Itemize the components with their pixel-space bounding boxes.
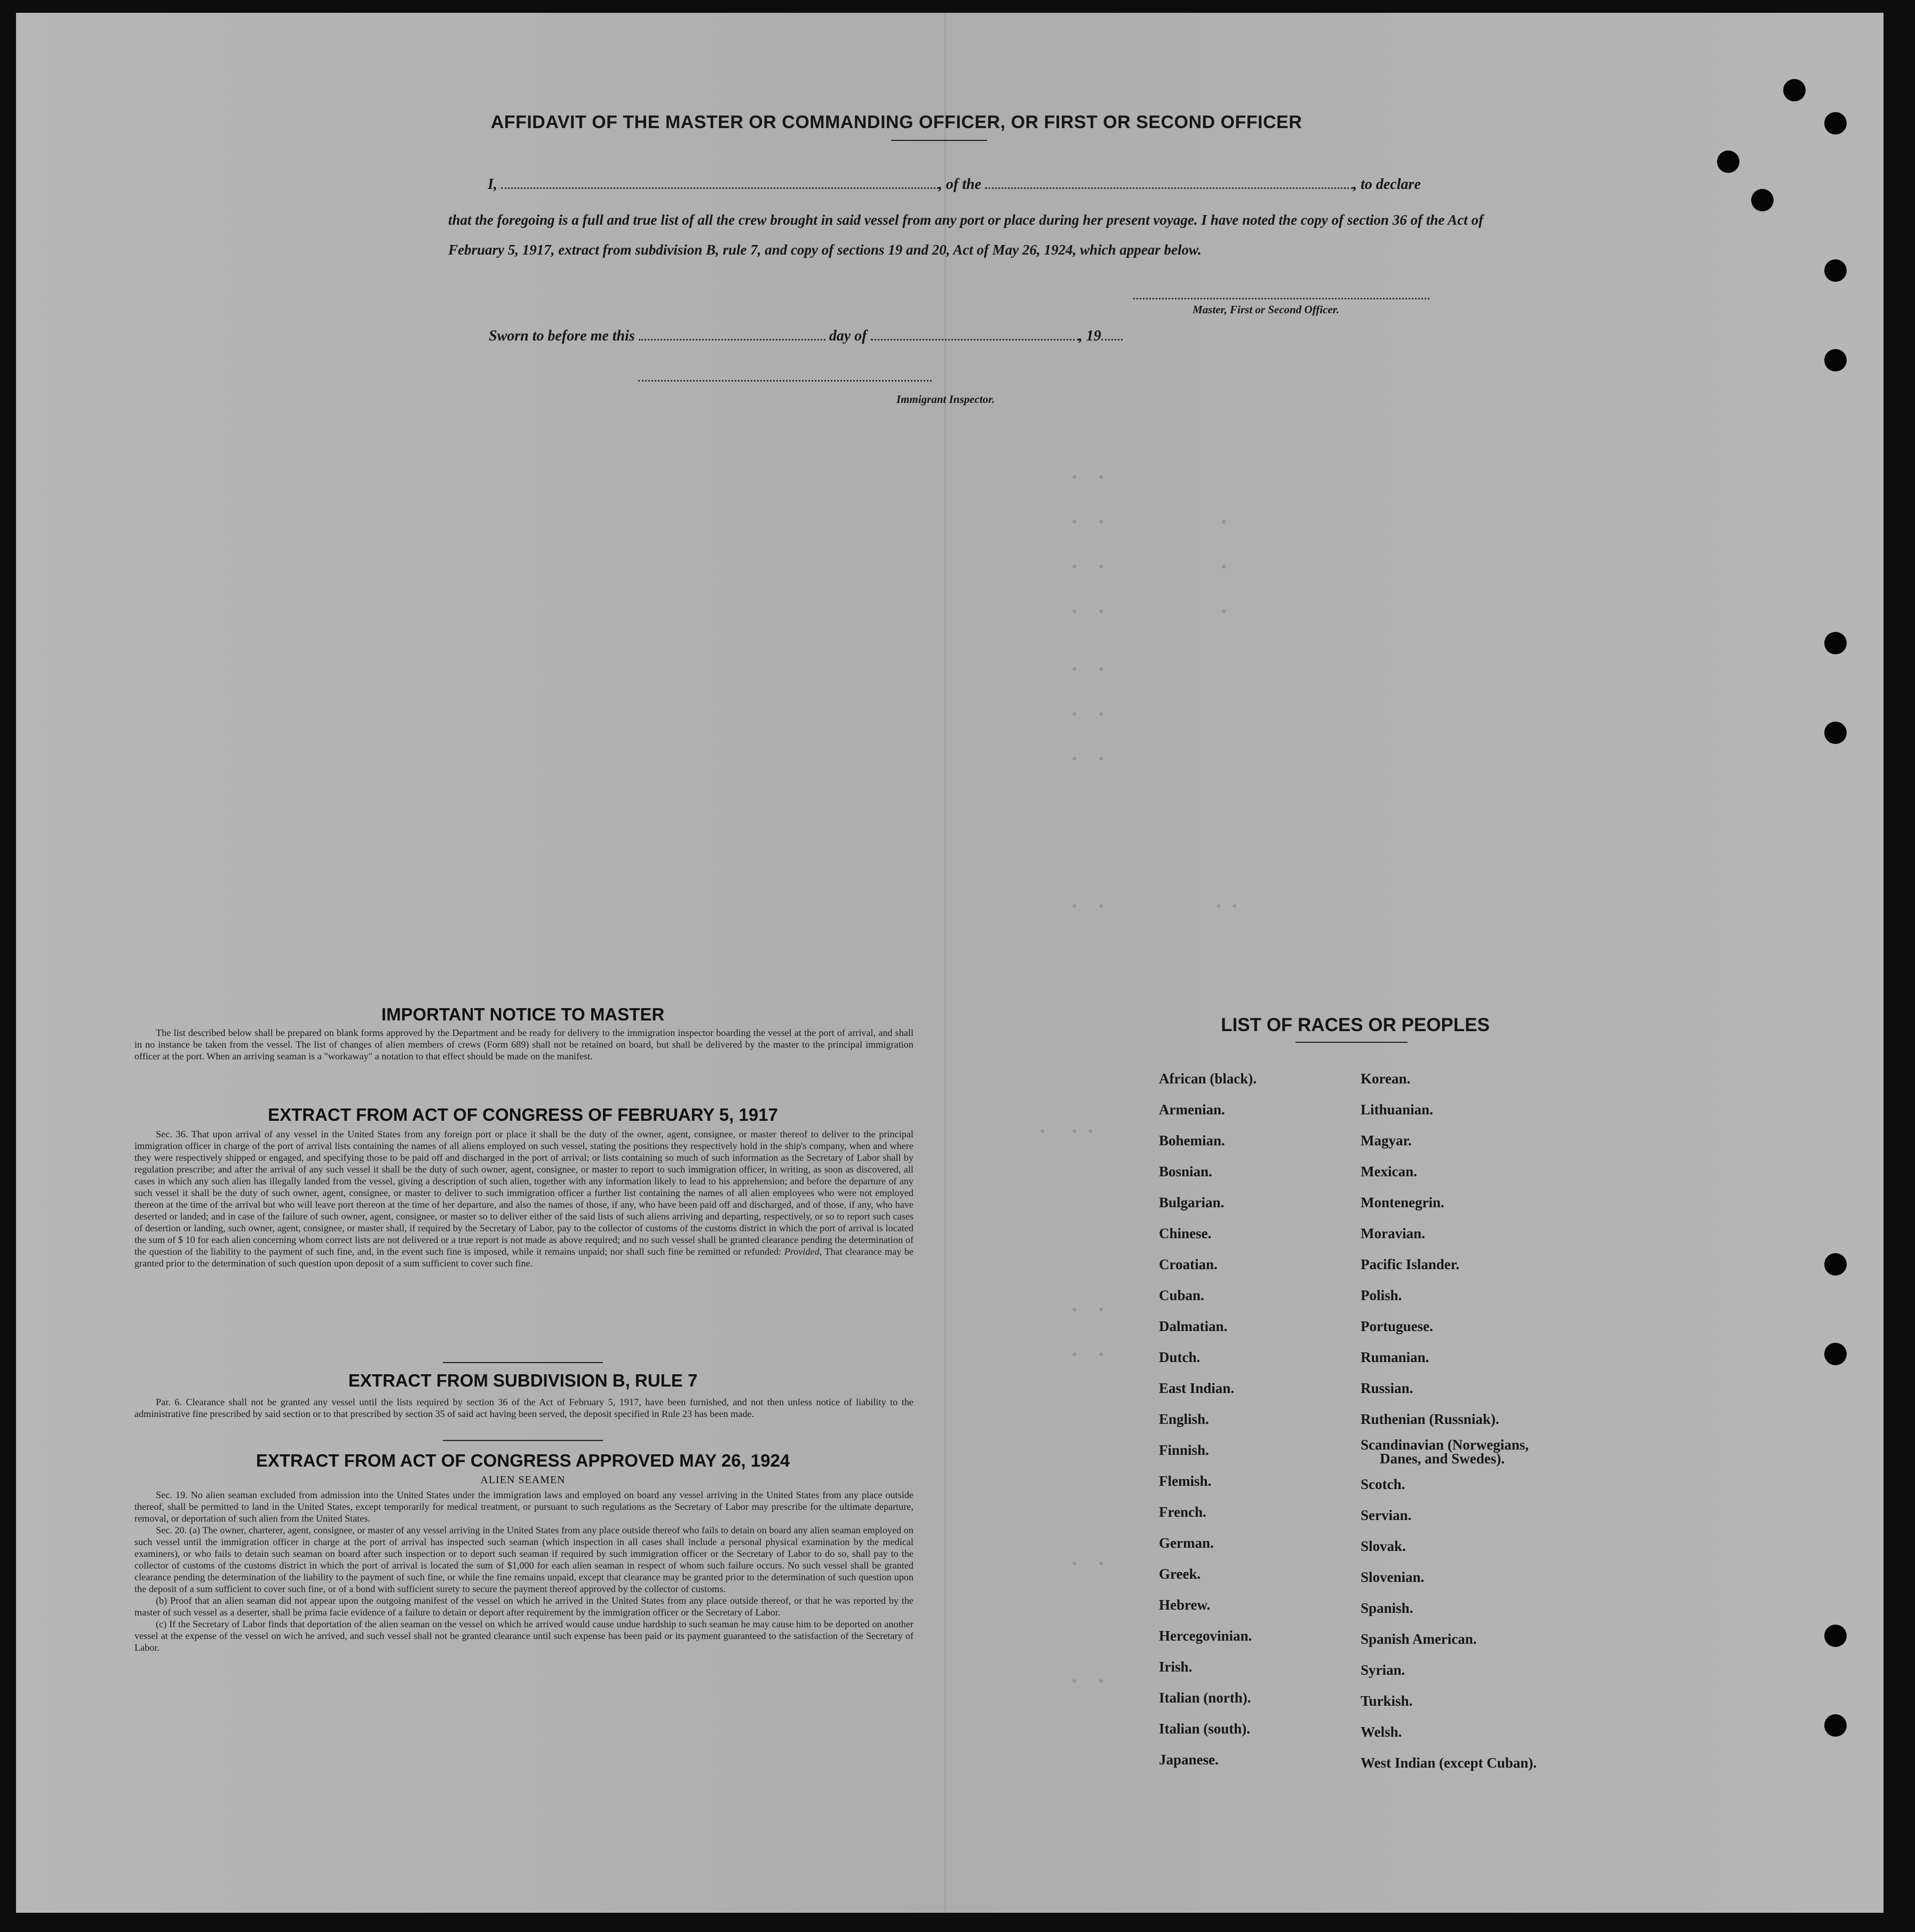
punch-hole [1751,189,1774,211]
affidavit-title: AFFIDAVIT OF THE MASTER OR COMMANDING OFFICER, OR FIRST OR SECOND OFFICER [490,112,1302,132]
divider-rule [443,1362,603,1363]
punch-hole [1824,259,1847,282]
race-item: African (black). [1159,1071,1257,1087]
inspector-signature-line [638,380,932,382]
bleed-through-mark [1099,757,1103,761]
bleed-through-mark [1072,1679,1076,1683]
race-item: Dalmatian. [1159,1318,1228,1334]
extract-1924-sec20c: (c) If the Secretary of Labor finds that deportation of the alien seaman on the vessel on which he arrived would cause undue hardship to such seaman he may cause him to be deported on another vessel at the expense of the vessel on wich he arrived, and such vessel shall not be granted clearance until such expense has been paid or its payment guaranteed to the satisfaction of the Secretary of Labor. [134,1619,913,1653]
race-item: English. [1159,1411,1209,1427]
bleed-through-mark [1088,1129,1092,1133]
bleed-through-mark [1099,520,1103,524]
race-item: Moravian. [1361,1225,1425,1241]
bleed-through-mark [1099,1352,1103,1356]
race-item: East Indian. [1159,1380,1235,1396]
punch-hole [1783,79,1806,101]
race-item-line: Danes, and Swedes). [1380,1451,1505,1467]
extract-1924-subtitle: ALIEN SEAMEN [480,1474,566,1486]
race-item: Welsh. [1361,1724,1402,1740]
bleed-through-mark [1099,904,1103,908]
extract-rule7-title: EXTRACT FROM SUBDIVISION B, RULE 7 [348,1371,698,1390]
extract-1917-body [134,1128,913,1269]
affidavit-body: that the foregoing is a full and true list of all the crew brought in said vessel from any port or place during her present voyage. I have noted the copy of section 36 of the Act of February 5, 1917, extract from subdivision B, rule 7, and copy of sections 19 and 20, Act of May 26, 1924, which appear below. [448,212,1483,258]
extract-1924-sec20b: (b) Proof that an alien seaman did not appear upon the outgoing manifest of the vessel on which he arrived in the United States from any place outside thereof, or that he was reported by the master of such vessel as a deserter, shall be prima facie evidence of a failure to detain or deport after requirement by the immigration officer or the Secretary of Labor. [134,1595,913,1618]
race-item: Mexican. [1361,1163,1417,1179]
sworn-day-of-label: day of [829,328,867,344]
race-item: Irish. [1159,1659,1193,1675]
master-signature-caption: Master, First or Second Officer. [1193,303,1339,316]
races-title-rule [1296,1042,1408,1043]
bleed-through-mark [1099,712,1103,716]
race-item: Montenegrin. [1361,1194,1444,1210]
race-item: Magyar. [1361,1133,1412,1149]
notice-body [134,1027,913,1062]
sworn-year-label: , 19 [1078,328,1101,344]
race-item: Bohemian. [1159,1133,1225,1149]
race-item: Bosnian. [1159,1163,1212,1179]
race-item-line: Scandinavian (Norwegians, [1361,1437,1529,1453]
race-item: Hercegovinian. [1159,1628,1252,1644]
race-item [1361,1435,1537,1469]
race-item: West Indian (except Cuban). [1361,1755,1537,1771]
divider-rule [443,1440,603,1441]
race-item: Lithuanian. [1361,1102,1433,1118]
race-item: Korean. [1361,1071,1411,1087]
extract-1917-paragraph [134,1128,913,1269]
extract-1924-sec20a: Sec. 20. (a) The owner, charterer, agent, consignee, or master of any vessel arriving in the United States from any place outside thereof who fails to detain on board any alien seaman employed on such vessel until the immigration officer in charge at the port of arrival has inspected such seaman (which inspection in all cases shall include a personal physical examination by the medical examiners), or who fails to detain such seaman on board after such inspection or to deport such seaman if required by such immigration officer or the Secretary of Labor to do so, shall pay to the collector of customs of the customs district in which the port of arrival is located the sum of $1,000 for each alien seaman in respect of whom such failure occurs. No such vessel shall be granted clearance pending the determination of the liability to the payment of such fine, or while the fine remains unpaid, except that clearance may be granted prior to the determination of such question upon the deposit of a sum sufficient to cover such fine, or of a bond with sufficient surety to secure the payment thereof approved by the collector of customs. [134,1525,913,1594]
extract-1917-text: Sec. 36. That upon arrival of any vessel in the United States from any foreign port or place it shall be the duty of the owner, agent, consignee, or master thereof to deliver to the principal immigration officer in charge of the port of arrival lists containing the names of all aliens employed on such vessel, stating the positions they respectively hold in the ship's company, when and where they were respectively shipped or engaged, and specifying those to be paid off and discharged in the port of arrival; or lists containing so much of such information as the Secretary of Labor shall by regulation prescribe; and after the arrival of any such vessel it shall be the duty of such owner, agent, consignee, or master to report to such immigration officer, in writing, as soon as discovered, all cases in which any such alien has illegally landed from the vessel, giving a description of such alien, together with any information likely to lead to his apprehension; and before the departure of any such vessel it shall be the duty of such owner, agent, consignee, or master to deliver to such immigration officer a further list containing the names of all alien employees who were not employed thereon at the time of the arrival but who will leave port thereon at the time of her departure, and also the names of those, if any, who have been paid off and discharged, and of those, if any, who have deserted or landed; and in case of the failure of such owner, agent, consignee, or master so to deliver either of the said lists of such aliens arriving and departing, respectively, or so to report such cases of desertion or landing, such owner, agent, consignee, or master shall, if required by the Secretary of Labor, pay to the collector of customs of the customs district in which the port of arrival is located the sum of $ 10 for each alien concerning whom correct lists are not delivered or a true report is not made as above required; and no such vessel shall be granted clearance pending the determination of the question of the liability to the payment of such fine, and, in the event such fine is imposed, while it remains unpaid; nor shall such fine be remitted or refunded: [134,1129,913,1257]
bleed-through-mark [1072,712,1076,716]
race-item: Greek. [1159,1566,1201,1582]
bleed-through-mark [1099,1562,1103,1565]
bleed-through-mark [1072,1562,1076,1565]
fold-crease [944,13,946,1913]
extract-1924-body [134,1489,913,1653]
race-item: Russian. [1361,1380,1413,1396]
affidavit-of-the-label: , of the [938,176,982,193]
declarant-name-blank[interactable] [501,178,939,189]
affidavit-title-rule [891,140,987,141]
punch-hole [1824,722,1847,744]
document-sheet [16,13,1884,1913]
punch-hole [1824,349,1847,371]
punch-hole [1824,112,1847,134]
bleed-through-mark [1072,520,1076,524]
race-item: Japanese. [1159,1752,1219,1768]
race-item: Pacific Islander. [1361,1256,1459,1272]
extract-1917-title: EXTRACT FROM ACT OF CONGRESS OF FEBRUARY 5, 1917 [268,1105,778,1125]
race-item: Dutch. [1159,1349,1201,1365]
affidavit-declarant-line [488,176,1421,193]
punch-hole [1824,1343,1847,1365]
bleed-through-mark [1099,565,1103,568]
extract-rule7-paragraph: Par. 6. Clearance shall not be granted any vessel until the lists required by section 36 of the Act of February 5, 1917, have been furnished, and not then unless notice of liability to the administrative fine prescribed by said section or to that prescribed by section 35 of said act having been served, the deposit specified in Rule 23 has been made. [134,1397,913,1419]
race-item: Spanish American. [1361,1631,1477,1647]
bleed-through-mark [1072,565,1076,568]
race-item: Rumanian. [1361,1349,1429,1365]
race-item: Hebrew. [1159,1597,1211,1613]
extract-1924-title: EXTRACT FROM ACT OF CONGRESS APPROVED MAY 26, 1924 [256,1451,790,1470]
race-item: Cuban. [1159,1287,1204,1303]
affidavit-i-label: I, [488,176,497,193]
extract-rule7-body [134,1396,913,1420]
bleed-through-mark [1222,520,1226,524]
inspector-signature-caption: Immigrant Inspector. [896,393,995,406]
race-item: Turkish. [1361,1693,1413,1709]
bleed-through-mark [1072,904,1076,908]
punch-hole [1824,1253,1847,1276]
races-right-column [1361,1063,1537,1778]
race-item: Ruthenian (Russniak). [1361,1411,1499,1427]
race-item: French. [1159,1504,1206,1520]
bleed-through-mark [1072,609,1076,613]
race-item: Spanish. [1361,1600,1413,1616]
punch-hole [1824,1714,1847,1737]
race-item: Servian. [1361,1507,1412,1523]
punch-hole [1824,632,1847,654]
bleed-through-mark [1099,609,1103,613]
bleed-through-mark [1099,475,1103,479]
bleed-through-mark [1072,757,1076,761]
sworn-line [489,328,1123,345]
master-signature-line [1133,298,1429,299]
race-item: Scotch. [1361,1476,1405,1492]
race-item: Portuguese. [1361,1318,1433,1334]
race-item: Croatian. [1159,1256,1218,1272]
races-title: LIST OF RACES OR PEOPLES [1221,1015,1490,1035]
race-item: Polish. [1361,1287,1402,1303]
bleed-through-mark [1072,1129,1076,1133]
race-item: German. [1159,1535,1214,1551]
punch-hole [1717,151,1739,173]
bleed-through-mark [1222,565,1226,568]
bleed-through-mark [1099,667,1103,671]
sworn-month-blank[interactable] [871,329,1079,341]
affidavit-to-declare-label: , to declare [1353,176,1421,193]
bleed-through-mark [1072,1308,1076,1311]
notice-paragraph: The list described below shall be prepared on blank forms approved by the Department and be ready for delivery to the immigration inspector boarding the vessel at the port of arrival, and shall in no instance be taken from the vessel. The list of changes of alien members of crews (Form 689) shall not be retained on board, but shall be delivered by the master to the principal immigration officer at the port. When an arriving seaman is a "workaway" a notation to that effect should be made on the manifest. [134,1027,913,1062]
extract-1924-sec19: Sec. 19. No alien seaman excluded from admission into the United States under the immigration laws and employed on board any vessel arriving in the United States from any place outside thereof, shall be permitted to land in the United States, except temporarily for medical treatment, or pursuant to such regulations as the Secretary of Labor may prescribe for the ultimate departure, removal, or deportation of such alien from the United States. [134,1490,913,1524]
bleed-through-mark [1099,1679,1103,1683]
race-item: Slovenian. [1361,1569,1425,1585]
race-item: Finnish. [1159,1442,1209,1458]
bleed-through-mark [1072,1352,1076,1356]
bleed-through-mark [1040,1129,1044,1133]
sworn-day-blank[interactable] [639,329,825,341]
extract-1917-provided: Provided, [784,1246,822,1257]
sworn-prefix-label: Sworn to before me this [489,328,635,344]
punch-hole [1824,1625,1847,1647]
bleed-through-mark [1072,475,1076,479]
race-item: Chinese. [1159,1225,1212,1241]
bleed-through-mark [1099,1308,1103,1311]
race-item: Syrian. [1361,1662,1405,1678]
bleed-through-mark [1222,609,1226,613]
races-left-column [1159,1063,1257,1775]
race-item: Italian (north). [1159,1690,1251,1706]
vessel-name-blank[interactable] [985,178,1353,189]
race-item: Bulgarian. [1159,1194,1225,1210]
bleed-through-mark [1072,667,1076,671]
bleed-through-mark [1217,904,1220,908]
extract-1917-text-end: That clearance may be granted prior to the determination of such question upon deposit of a sum sufficient to cover such fine. [134,1246,914,1269]
notice-title: IMPORTANT NOTICE TO MASTER [381,1004,665,1024]
race-item: Flemish. [1159,1473,1212,1489]
bleed-through-mark [1233,904,1236,908]
race-item: Slovak. [1361,1538,1406,1554]
race-item: Italian (south). [1159,1721,1251,1737]
race-item: Armenian. [1159,1102,1225,1118]
sworn-year-blank[interactable] [1101,329,1123,341]
